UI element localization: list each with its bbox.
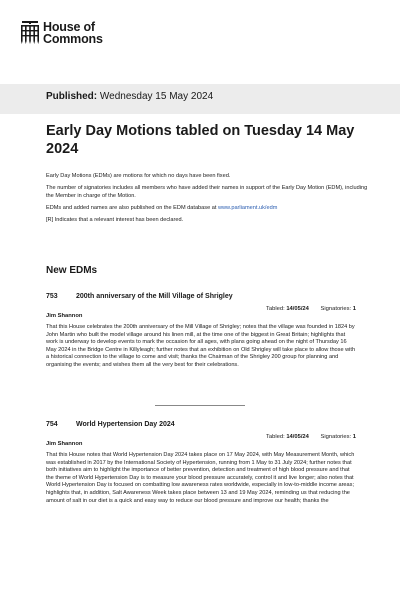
motion-text: That this House notes that World Hypertension Day 2024 takes place on 17 May 2024, with May Measurement Month, which was established in 2017 by the International Society of Hypertension, running from 1 May to 31 July 2024; further notes that both initiatives aim to highlight the importance of better prevention, detection and treatment of high blood pressure and that the theme of World Hypertension Day is to measure your blood pressure accurately, control it and live longer; also notes that World Hypertension Day is focused on combatting low awareness rates worldwide, especially in low-to-middle income areas; highlights that, in addition, Salt Awareness Week takes place between 13 and 19 May 2024, reminding us that reducing the amount of salt in our diet is a quick and easy way to reduce our blood pressure and improve our health; thanks the — [46, 452, 355, 504]
motion-divider — [155, 405, 245, 406]
tabled-label: Tabled: — [265, 306, 285, 312]
motion-title: World Hypertension Day 2024 — [76, 421, 175, 428]
section-title: New EDMs — [46, 265, 98, 276]
logo-line-2: Commons — [43, 32, 103, 46]
motion-number: 754 — [46, 421, 58, 428]
intro-paragraph-4: [R] Indicates that a relevant interest has been declared. — [46, 217, 184, 223]
published-line — [46, 91, 213, 103]
logo-line-1: House of — [43, 20, 95, 34]
edm-database-link[interactable]: www.parliament.uk/edm — [217, 205, 278, 211]
published-label: Published: — [46, 91, 98, 102]
page-title: Early Day Motions tabled on Tuesday 14 May 2024 — [46, 123, 355, 157]
signatories-label: Signatories: — [320, 434, 352, 440]
motion-meta — [46, 434, 356, 441]
signatories-count: 1 — [352, 434, 356, 440]
intro-paragraph-2: The number of signatories includes all members who have added their names in support of the Early Day Motion (EDM), including the Member in charge of the Motion. — [46, 185, 368, 199]
signatories-label: Signatories: — [320, 306, 352, 312]
motion-754 — [46, 420, 356, 505]
intro-text — [46, 172, 376, 228]
intro-paragraph-3 — [46, 204, 376, 212]
tabled-label: Tabled: — [265, 434, 285, 440]
motion-title: 200th anniversary of the Mill Village of Shrigley — [76, 293, 233, 300]
portcullis-icon — [20, 21, 40, 45]
motion-text: That this House celebrates the 200th anniversary of the Mill Village of Shrigley; notes that the village was founded in 1824 by John Martin who built the model village around his linen mill, at the time one of the biggest in Great Britain; highlights that work is underway to develop events to mark the occasion for all ages, with plans going ahead on the night of Thursday 16 May 2024 in the Bridge Centre in Killyleagh; further notes that an exhibition on Old Shrigley will take place to allow those with a historical connection to the village to come and visit; thanks the Chairman of the Shrigley 200 group for planning and organising the events; and wishes them all the very best for their celebrations. — [46, 324, 356, 368]
signatories-count: 1 — [352, 306, 356, 312]
motion-meta — [46, 306, 356, 313]
motion-753 — [46, 292, 356, 370]
intro-paragraph-3-text: EDMs and added names are also published on the EDM database at — [46, 205, 218, 211]
tabled-date: 14/05/24 — [286, 434, 309, 440]
intro-paragraph-1: Early Day Motions (EDMs) are motions for which no days have been fixed. — [46, 173, 231, 179]
house-of-commons-logo — [20, 21, 103, 51]
motion-sponsor: Jim Shannon — [46, 313, 83, 319]
motion-number: 753 — [46, 293, 58, 300]
tabled-date: 14/05/24 — [286, 306, 309, 312]
motion-sponsor: Jim Shannon — [46, 441, 83, 447]
published-date: Wednesday 15 May 2024 — [99, 91, 214, 102]
